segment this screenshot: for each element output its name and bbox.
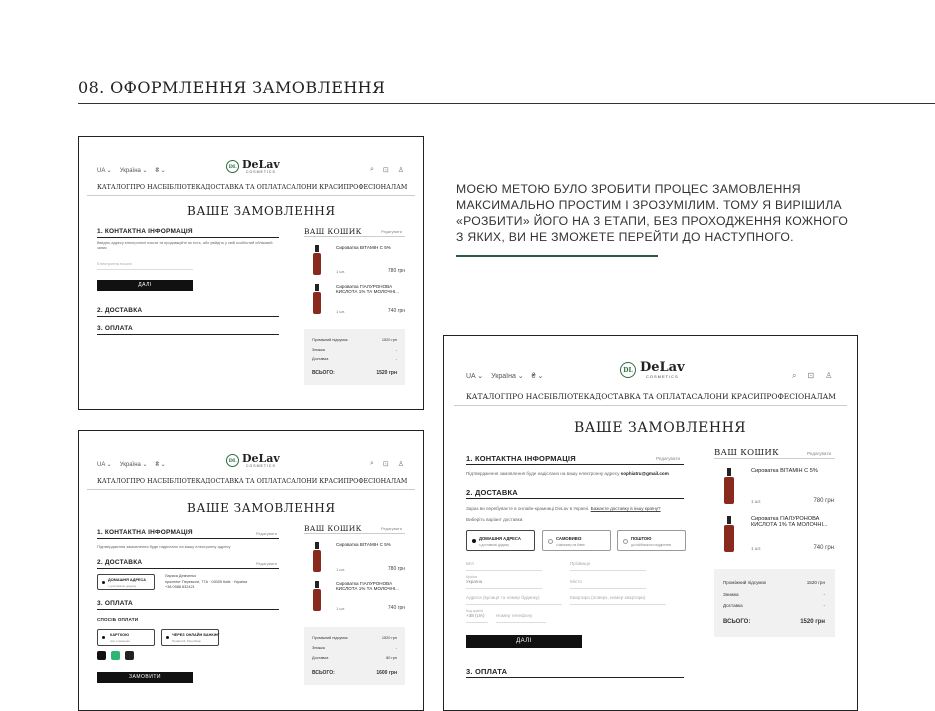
nav-about[interactable]: ПРО НАС xyxy=(130,184,163,191)
discount-label: Знижка xyxy=(312,348,325,352)
apartment-input[interactable]: Квартира (поверх, номер квартири) xyxy=(570,595,666,605)
nav-salons[interactable]: САЛОНИ КРАСИ xyxy=(691,392,760,401)
step-delivery-title: 2. ДОСТАВКА xyxy=(97,307,143,314)
nav-professionals[interactable]: ПРОФЕСІОНАЛАМ xyxy=(343,478,408,485)
cart-item-qty: 1 шт. xyxy=(336,567,346,572)
intro-line: «РОЗБИТИ» ЙОГО НА 3 ЕТАПИ, БЕЗ ПРОХОДЖЕННЯ КОЖНОГО xyxy=(456,214,849,228)
choose-delivery-label: Виберіть варіант доставки: xyxy=(466,517,524,522)
payment-bank-option[interactable] xyxy=(161,629,219,646)
discount-label: Знижка xyxy=(312,646,325,650)
total-value: 1520 грн xyxy=(800,619,825,625)
logo-subtitle: COSMETICS xyxy=(245,464,276,468)
nav-library[interactable]: БІБЛІОТЕКА xyxy=(543,392,596,401)
locale-switcher[interactable] xyxy=(97,461,174,468)
page-title: 08. ОФОРМЛЕННЯ ЗАМОВЛЕННЯ xyxy=(78,78,386,97)
delivery-address xyxy=(165,574,247,591)
order-title: ВАШЕ ЗАМОВЛЕННЯ xyxy=(187,204,336,218)
search-icon[interactable]: ⌕ xyxy=(370,166,374,173)
address-street: проспект Перемоги, 77А · 03005 Київ · Україна xyxy=(165,579,248,584)
locale-switcher[interactable] xyxy=(466,372,551,380)
contact-edit-link[interactable]: Редагувати xyxy=(256,531,277,536)
step-rule xyxy=(466,498,684,499)
user-icon[interactable]: ♙ xyxy=(825,371,833,380)
contact-helper: Введіть адресу електронної пошти та продовжуйте як гість, або увійдіть у свій особистий обліковий запис xyxy=(97,241,273,250)
nav-salons[interactable]: САЛОНИ КРАСИ xyxy=(286,478,344,485)
shipping-value: 80 грн xyxy=(386,656,397,660)
option-subtitle: з доставкою додому xyxy=(108,584,137,588)
main-nav xyxy=(466,392,836,401)
search-icon[interactable]: ⌕ xyxy=(792,371,797,380)
radio-unselected xyxy=(548,539,553,544)
intro-line: МАКСИМАЛЬНО ПРОСТИМ І ЗРОЗУМІЛИМ. ТОМУ Я ВИРІШИЛА xyxy=(456,198,842,212)
discount-label: Знижка xyxy=(723,592,739,597)
next-button[interactable]: ДАЛІ xyxy=(97,280,193,291)
radio-selected xyxy=(102,581,105,584)
radio-selected xyxy=(102,636,105,639)
nav-catalog[interactable]: КАТАЛОГ xyxy=(97,184,131,191)
option-title: ПОШТОЮ xyxy=(631,536,652,541)
main-nav xyxy=(97,184,407,191)
phone-input[interactable]: Номер телефону xyxy=(496,613,546,623)
cart-title: ВАШ КОШИК xyxy=(304,227,362,236)
total-label: ВСЬОГО: xyxy=(312,670,335,676)
nav-catalog[interactable]: КАТАЛОГ xyxy=(466,392,506,401)
brand-logo[interactable] xyxy=(226,159,280,174)
logo-text: DeLav xyxy=(640,360,685,375)
nav-divider xyxy=(87,195,415,196)
nav-delivery[interactable]: ДОСТАВКА ТА ОПЛАТА xyxy=(595,392,692,401)
cart-rule xyxy=(304,236,405,237)
lang-select[interactable]: UA ⌄ xyxy=(97,462,112,468)
order-summary xyxy=(304,627,405,685)
country-select[interactable]: Україна ⌄ xyxy=(119,462,148,468)
step-rule xyxy=(97,334,279,335)
option-title: ЧЕРЕЗ ОНЛАЙН БАНКІНГ xyxy=(172,633,220,637)
phone-code-select[interactable]: +38 (UA) xyxy=(466,613,488,623)
cart-item-qty: 1 шт. xyxy=(336,309,346,314)
step-payment-title: 3. ОПЛАТА xyxy=(97,600,133,607)
step-rule xyxy=(466,677,684,678)
shipping-label: Доставка xyxy=(723,603,743,608)
delivery-edit-link[interactable]: Редагувати xyxy=(256,561,277,566)
step-contact-title: 1. КОНТАКТНА ІНФОРМАЦІЯ xyxy=(97,228,193,235)
nav-delivery[interactable]: ДОСТАВКА ТА ОПЛАТА xyxy=(205,478,287,485)
nav-library[interactable]: БІБЛІОТЕКА xyxy=(162,184,206,191)
option-title: ДОМАШНЯ АДРЕСА xyxy=(108,578,146,582)
nav-divider xyxy=(87,489,415,490)
shipping-label: Доставка xyxy=(312,357,329,361)
shipping-value: - xyxy=(823,603,825,608)
discount-value: - xyxy=(395,646,397,650)
subtotal-label: Проміжний підсумок xyxy=(312,636,348,640)
step-contact-title: 1. КОНТАКТНА ІНФОРМАЦІЯ xyxy=(466,454,576,463)
phone-code-label: Код країни xyxy=(466,609,484,613)
step-rule xyxy=(97,609,279,610)
subtotal-value: 1520 грн xyxy=(806,580,825,585)
cart-icon[interactable]: ⊡ xyxy=(382,461,389,468)
option-title: ДОМАШНЯ АДРЕСА xyxy=(479,536,521,541)
apple-pay-icon[interactable] xyxy=(97,651,106,660)
logo-mark-icon: DL xyxy=(226,454,239,467)
radio-dot xyxy=(166,636,169,639)
nav-professionals[interactable]: ПРОФЕСІОНАЛАМ xyxy=(343,184,408,191)
mono-pay-icon[interactable] xyxy=(125,651,134,660)
locale-switcher[interactable] xyxy=(97,167,174,174)
email-input[interactable]: Електронна пошта xyxy=(97,261,193,270)
step-rule xyxy=(97,568,279,569)
cart-edit-link[interactable]: Редагувати xyxy=(807,451,832,456)
country-select[interactable]: Україна xyxy=(466,579,542,589)
cart-rule xyxy=(714,458,835,459)
discount-value: - xyxy=(395,348,397,352)
cart-item-price: 780 грн xyxy=(813,498,834,504)
order-title: ВАШЕ ЗАМОВЛЕННЯ xyxy=(574,420,747,436)
checkout-screen-delivery xyxy=(443,335,858,711)
cart-item-name: Сироватка ГІАЛУРОНОВА КИСЛОТА 1% ТА МОЛОЧНІ... xyxy=(751,516,828,529)
total-value: 1600 грн xyxy=(376,670,397,676)
cart-item-name: Сироватка ВІТАМІН С 5% xyxy=(336,542,391,547)
shipping-label: Доставка xyxy=(312,656,329,660)
other-country-link[interactable]: Бажаєте доставку в іншу країну? xyxy=(590,506,661,511)
cart-item-price: 780 грн xyxy=(387,566,405,572)
cart-item-name: Сироватка ВІТАМІН С 5% xyxy=(751,468,818,474)
logo-text: DeLav xyxy=(242,158,280,171)
country-select[interactable]: Україна ⌄ xyxy=(491,373,524,380)
confirm-text xyxy=(466,471,669,476)
cart-title: ВАШ КОШИК xyxy=(304,524,362,533)
cart-item-price: 740 грн xyxy=(813,545,834,551)
step-contact-title: 1. КОНТАКТНА ІНФОРМАЦІЯ xyxy=(97,529,193,536)
option-title: КАРТКОЮ xyxy=(110,633,130,637)
option-title: САМОВИВІЗ xyxy=(556,536,582,541)
order-summary xyxy=(304,329,405,385)
intro-text xyxy=(456,181,866,245)
payment-card-option[interactable] xyxy=(97,629,155,646)
cart-item-name: Сироватка ВІТАМІН С 5% xyxy=(336,245,391,250)
total-label: ВСЬОГО: xyxy=(312,370,335,376)
subtotal-value: 1520 грн xyxy=(381,338,397,342)
nav-salons[interactable]: САЛОНИ КРАСИ xyxy=(286,184,344,191)
nav-library[interactable]: БІБЛІОТЕКА xyxy=(162,478,206,485)
cart-item-qty: 1 шт. xyxy=(336,606,346,611)
step-rule xyxy=(97,237,279,238)
first-name-input[interactable]: Ім'я xyxy=(466,561,542,571)
currency-select[interactable]: ₴ ⌄ xyxy=(155,168,166,174)
subtotal-label: Проміжний підсумок xyxy=(312,338,348,342)
delivery-home-option[interactable] xyxy=(97,574,155,590)
subtotal-label: Проміжний підсумок xyxy=(723,580,767,585)
delivery-home-option[interactable] xyxy=(466,530,535,551)
lang-select[interactable]: UA ⌄ xyxy=(97,168,112,174)
serum-bottle-icon xyxy=(312,245,322,275)
checkout-screen-payment xyxy=(78,430,424,711)
lang-select[interactable]: UA ⌄ xyxy=(466,373,484,380)
cart-item-qty: 1 шт. xyxy=(751,546,762,551)
cart-item-price: 740 грн xyxy=(387,308,405,314)
option-subtitle: до найближчого відділення xyxy=(631,543,672,547)
place-order-button[interactable]: ЗАМОВИТИ xyxy=(97,672,193,683)
cart-item-qty: 1 шт. xyxy=(336,269,346,274)
intro-line: МОЄЮ МЕТОЮ БУЛО ЗРОБИТИ ПРОЦЕС ЗАМОВЛЕННЯ xyxy=(456,182,801,196)
cart-edit-link[interactable]: Редагувати xyxy=(381,526,402,531)
discount-value: - xyxy=(823,592,825,597)
currency-select[interactable]: ₴ ⌄ xyxy=(531,373,544,380)
cart-edit-link[interactable]: Редагувати xyxy=(381,229,402,234)
total-label: ВСЬОГО: xyxy=(723,619,751,625)
cart-rule xyxy=(304,533,405,534)
payment-methods-title: СПОСІБ ОПЛАТИ xyxy=(97,617,139,622)
intro-line: З ЯКИХ, ВИ НЕ ЗМОЖЕТЕ ПЕРЕЙТИ ДО НАСТУПНОГО. xyxy=(456,230,794,244)
confirm-text: Підтвердження замовлення буде надіслано на вашу електронну адресу xyxy=(97,544,231,549)
address-name: Лариса Демченко xyxy=(165,574,197,578)
user-icon[interactable]: ♙ xyxy=(397,461,405,468)
cart-item-name: Сироватка ГІАЛУРОНОВА КИСЛОТА 1% ТА МОЛОЧНІ... xyxy=(336,581,399,592)
serum-bottle-icon xyxy=(312,581,322,611)
confirm-label: Підтвердження замовлення буде надіслано на вашу електронну адресу xyxy=(466,471,620,476)
brand-logo[interactable] xyxy=(620,361,685,379)
country-notice xyxy=(466,506,661,511)
serum-bottle-icon xyxy=(312,542,322,572)
serum-bottle-icon xyxy=(312,284,322,314)
step-rule xyxy=(97,538,279,539)
search-icon[interactable]: ⌕ xyxy=(370,460,374,467)
shipping-value: - xyxy=(395,357,397,361)
city-input[interactable]: Місто xyxy=(570,579,646,589)
option-subtitle: Приват24, Монобанк xyxy=(172,639,201,643)
radio-unselected xyxy=(623,539,628,544)
step-payment-title: 3. ОПЛАТА xyxy=(97,325,133,332)
checkout-screen-contact xyxy=(78,136,424,410)
total-value: 1520 грн xyxy=(376,370,397,376)
logo-subtitle: COSMETICS xyxy=(645,374,679,379)
confirm-email: sophiatru@gmail.com xyxy=(620,471,669,476)
option-subtitle: з доставкою додому xyxy=(479,543,509,547)
step-delivery-title: 2. ДОСТАВКА xyxy=(97,559,143,566)
country-notice-text: Зараз ви перебуваєте в онлайн-крамниці DeLav в Україні. xyxy=(466,506,590,511)
user-icon[interactable]: ♙ xyxy=(397,167,405,174)
cart-item-price: 740 грн xyxy=(387,605,405,611)
nav-about[interactable]: ПРО НАС xyxy=(130,478,163,485)
privat-pay-icon[interactable] xyxy=(111,651,120,660)
step-rule xyxy=(466,464,684,465)
logo-mark-icon: DL xyxy=(226,160,239,173)
cart-icon[interactable]: ⊡ xyxy=(382,167,389,174)
cart-icon[interactable]: ⊡ xyxy=(807,371,815,380)
option-subtitle: з магазину на Києві xyxy=(556,543,585,547)
subtotal-value: 1520 грн xyxy=(381,636,397,640)
step-delivery-title: 2. ДОСТАВКА xyxy=(466,488,518,497)
logo-text: DeLav xyxy=(242,452,280,465)
brand-logo[interactable] xyxy=(226,453,280,468)
country-select[interactable]: Україна ⌄ xyxy=(119,168,148,174)
cart-item-price: 780 грн xyxy=(387,268,405,274)
intro-underline xyxy=(456,255,658,257)
logo-mark-icon: DL xyxy=(620,362,636,378)
cart-title: ВАШ КОШИК xyxy=(714,448,780,458)
serum-bottle-icon xyxy=(723,468,735,504)
option-subtitle: при отриманні xyxy=(110,639,130,643)
nav-catalog[interactable]: КАТАЛОГ xyxy=(97,478,131,485)
currency-select[interactable]: ₴ ⌄ xyxy=(155,462,166,468)
nav-about[interactable]: ПРО НАС xyxy=(505,392,544,401)
nav-professionals[interactable]: ПРОФЕСІОНАЛАМ xyxy=(759,392,836,401)
serum-bottle-icon xyxy=(723,516,735,552)
nav-delivery[interactable]: ДОСТАВКА ТА ОПЛАТА xyxy=(205,184,287,191)
main-nav xyxy=(97,478,407,485)
address-phone: +38 0988 832421 xyxy=(165,585,195,590)
step-rule xyxy=(97,316,279,317)
next-button[interactable]: ДАЛІ xyxy=(466,635,582,648)
delivery-pickup-option[interactable] xyxy=(542,530,611,551)
order-title: ВАШЕ ЗАМОВЛЕННЯ xyxy=(187,501,336,515)
delivery-post-option[interactable] xyxy=(617,530,686,551)
last-name-input[interactable]: Прізвище xyxy=(570,561,646,571)
title-divider xyxy=(78,103,935,104)
logo-subtitle: COSMETICS xyxy=(245,170,276,174)
nav-divider xyxy=(454,405,847,406)
order-summary xyxy=(714,569,835,637)
contact-edit-link[interactable]: Редагувати xyxy=(656,456,681,461)
radio-selected xyxy=(472,539,476,543)
step-payment-title: 3. ОПЛАТА xyxy=(466,667,508,676)
country-label: Країна xyxy=(466,575,477,579)
street-input[interactable]: Адреса (вулиця та номер будинку) xyxy=(466,595,562,605)
cart-item-qty: 1 шт. xyxy=(751,499,762,504)
cart-item-name: Сироватка ГІАЛУРОНОВА КИСЛОТА 1% ТА МОЛОЧНІ... xyxy=(336,284,399,295)
